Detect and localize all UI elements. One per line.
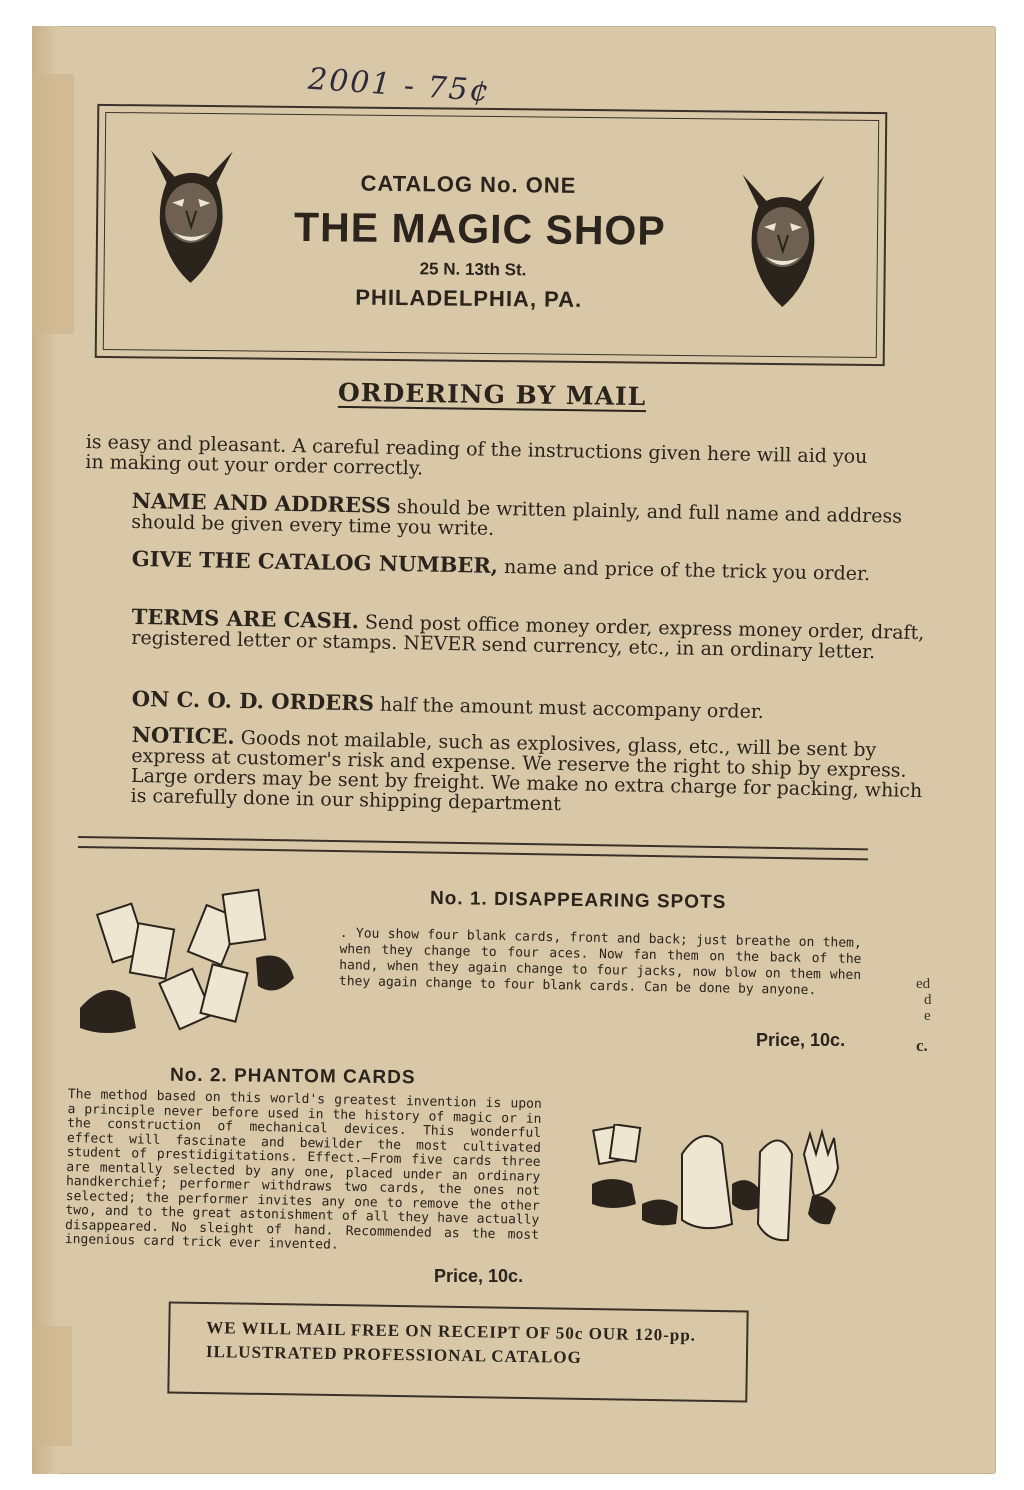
- notice-text: Goods not mailable, such as explosives, glass, etc., will be sent by express at customer's risk and expense. We reserve the right to ship by express. Large orders may be sent by freight. We make no extra charge for packing, which is carefully done in our shipping department: [130, 726, 923, 816]
- item-2-title: No. 2. PHANTOM CARDS: [169, 1064, 416, 1089]
- mail-offer-box: [167, 1301, 748, 1402]
- cod-text: half the amount must accompany order.: [373, 693, 765, 724]
- header-box: [95, 104, 888, 366]
- edge-fragment: d: [924, 992, 932, 1008]
- handwritten-note: 2001 - 75¢: [307, 61, 492, 110]
- terms-heading: TERMS ARE CASH.: [131, 603, 360, 634]
- edge-fragment: ed: [916, 976, 931, 992]
- tape-strip-bottom: [32, 1326, 72, 1446]
- shop-name: THE MAGIC SHOP: [293, 203, 666, 254]
- edge-fragment: e: [924, 1008, 931, 1024]
- catalog-number-text: name and price of the trick you order.: [497, 555, 871, 586]
- notice-heading: NOTICE.: [131, 721, 236, 749]
- item-1-title: No. 1. DISAPPEARING SPOTS: [429, 887, 727, 914]
- ordering-title: ORDERING BY MAIL: [337, 377, 647, 412]
- ordering-intro: is easy and pleasant. A careful reading of the instructions given here will aid you in making out your order correctly.: [85, 431, 868, 480]
- catalog-number: CATALOG No. ONE: [360, 170, 577, 198]
- item-1-price: Price, 10c.: [756, 1030, 846, 1050]
- devil-face-icon: [135, 132, 247, 293]
- city-address: PHILADELPHIA, PA.: [355, 284, 583, 312]
- item-2-description: The method based on this world's greatest invention is upon a principle never before used in the history of magic or in the construction of mechanical devices. This wonderful effect will fascinate and bewilder the most cultivated student of prestidigitations. Effect.—From five cards three are mentally selected by any one, placed under an ordinary handkerchief; performer withdraws two cards, the ones not selected; the performer invites any one to remove the other two, and to the great astonishment of all they have actually disappeared. No sleight of hand. Recommended as the most ingenious card trick ever invented.: [64, 1087, 542, 1253]
- terms-text: Send post office money order, express money order, draft, registered letter or stamps. NEVER send currency, etc., in an ordinary letter.: [131, 611, 925, 664]
- tape-strip-top: [32, 74, 74, 334]
- scattered-cards-illustration: [76, 888, 298, 1038]
- cod-heading: ON C. O. D. ORDERS: [131, 685, 375, 716]
- name-address-text: should be written plainly, and full name and address should be given every time you write.: [131, 495, 903, 540]
- catalog-number-heading: GIVE THE CATALOG NUMBER,: [131, 545, 499, 578]
- mail-offer-text: WE WILL MAIL FREE ON RECEIPT OF 50c OUR 120-pp. ILLUSTRATED PROFESSIONAL CATALOG: [205, 1318, 697, 1367]
- devil-face-icon: [727, 156, 839, 317]
- edge-fragment: c.: [916, 1036, 928, 1055]
- name-address-heading: NAME AND ADDRESS: [131, 487, 392, 518]
- item-1-description: . You show four blank cards, front and back; just breathe on them, when they change to four aces. Now fan them on the back of the hand, when they again change to four jacks, now blow on them when they again change to four blank cards. Can be done by anyone.: [338, 926, 862, 999]
- item-2-price: Price, 10c.: [434, 1266, 524, 1286]
- notice-paragraph: [84, 721, 927, 821]
- phantom-cards-illustration: [592, 1124, 846, 1254]
- street-address: 25 N. 13th St.: [419, 259, 527, 280]
